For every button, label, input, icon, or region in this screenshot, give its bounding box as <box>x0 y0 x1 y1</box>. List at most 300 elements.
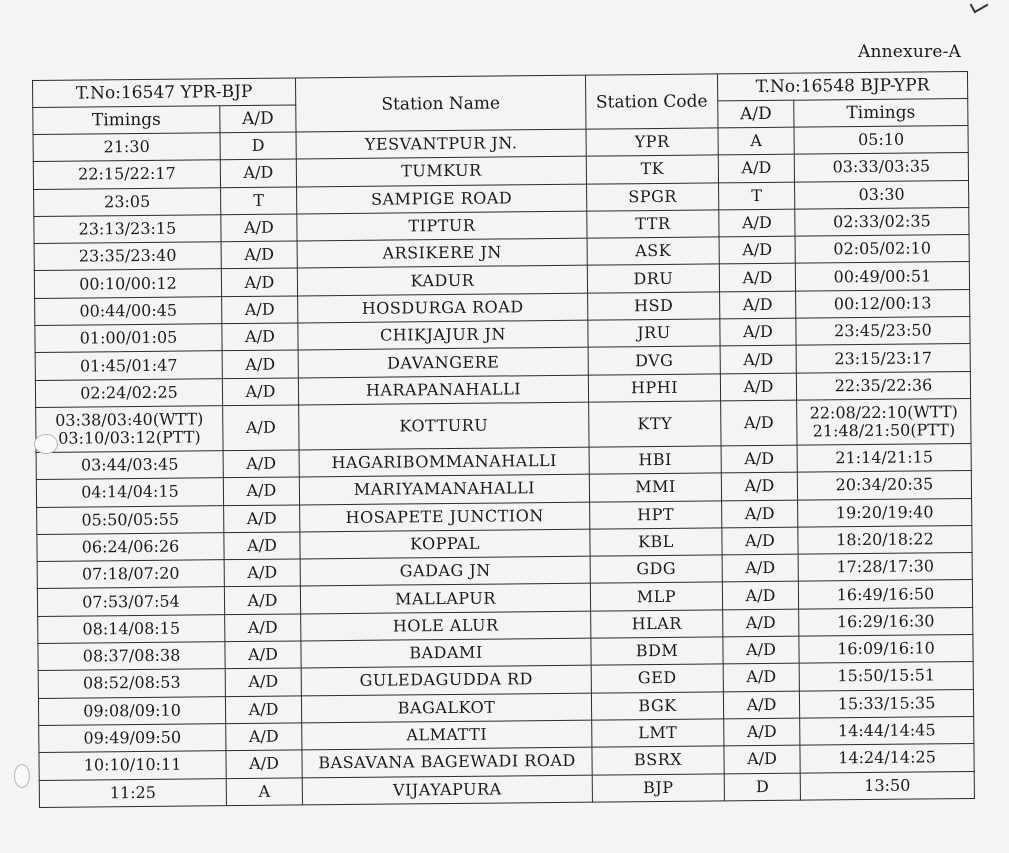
station-name-cell-text: VIJAYAPURA <box>392 779 502 800</box>
station-name-cell <box>299 474 589 504</box>
down-timing-cell <box>796 317 970 346</box>
up-timing-cell <box>35 378 222 407</box>
up-ad-cell <box>223 477 299 505</box>
up-timing-cell-text: 07:53/07:54 <box>82 591 180 612</box>
station-code-cell <box>587 183 719 212</box>
down-timing-cell <box>796 344 970 373</box>
station-code-cell-text: HBI <box>638 449 673 470</box>
down-ad-cell-text: A/D <box>745 558 776 578</box>
down-timing-cell <box>798 553 972 582</box>
station-code-cell <box>591 610 723 639</box>
down-timing-cell <box>798 498 972 527</box>
station-name-cell <box>297 211 587 241</box>
down-train-header: T.No:16548 BJP-YPR <box>717 72 967 101</box>
up-ad-cell-text: A <box>258 781 271 801</box>
station-name-cell <box>301 638 591 668</box>
station-name-cell-text: HAGARIBOMMANAHALLI <box>331 451 557 473</box>
station-code-cell-text: BJP <box>643 777 674 797</box>
station-name-cell-text: KOTTURU <box>399 415 489 436</box>
up-timing-cell <box>38 614 225 643</box>
up-ad-cell <box>224 505 300 533</box>
station-code-cell <box>587 264 719 293</box>
up-ad-cell <box>221 187 297 215</box>
up-timing-cell-text: 23:35/23:40 <box>78 245 177 266</box>
up-ad-cell-text: A/D <box>245 381 276 401</box>
up-ad-cell-text: A/D <box>246 453 277 474</box>
down-timing-cell-text: 05:10 <box>857 129 905 150</box>
down-timing-cell <box>796 289 970 318</box>
up-ad-cell <box>220 159 296 187</box>
up-ad-cell <box>221 268 297 296</box>
station-code-cell-text: DVG <box>634 350 674 370</box>
up-ad-cell <box>222 378 298 406</box>
station-code-cell <box>592 719 724 748</box>
station-name-cell <box>298 293 588 323</box>
down-timing-cell <box>799 635 973 664</box>
station-code-cell <box>589 446 721 475</box>
station-name-cell-text: MALLAPUR <box>395 588 496 609</box>
down-ad-cell-text: A/D <box>744 449 775 469</box>
station-code-cell-text: GDG <box>636 559 677 579</box>
station-code-cell <box>586 128 718 157</box>
station-code-cell-text: HSD <box>633 295 674 316</box>
up-ad-cell <box>222 296 298 324</box>
down-ad-cell <box>723 636 799 664</box>
paper-scuff-mark <box>14 764 30 788</box>
station-code-cell <box>588 346 720 375</box>
up-timing-cell-text: 01:45/01:47 <box>79 355 178 376</box>
down-ad-cell-text: A/D <box>741 212 772 233</box>
station-name-cell-text: KADUR <box>410 270 475 290</box>
up-ad-cell-text: A/D <box>245 354 276 374</box>
up-ad-cell <box>226 723 302 751</box>
station-name-cell-text: ARSIKERE JN <box>382 242 502 263</box>
down-ad-cell <box>720 346 796 374</box>
down-ad-cell <box>722 582 798 610</box>
down-timing-cell <box>799 607 973 636</box>
station-code-cell-text: HPT <box>637 504 675 524</box>
up-timings-header: Timings <box>33 106 220 135</box>
station-name-cell-text: BAGALKOT <box>397 697 496 718</box>
up-ad-cell-text: A/D <box>248 726 279 747</box>
down-ad-cell-text: A/D <box>746 640 776 660</box>
up-timing-cell <box>37 587 224 616</box>
down-ad-cell <box>718 127 794 155</box>
station-code-cell-text: MMI <box>635 477 676 497</box>
up-timing-cell-text: 06:24/06:26 <box>81 536 180 557</box>
down-ad-cell <box>722 500 798 528</box>
station-name-cell-text: SAMPIGE ROAD <box>371 188 513 209</box>
up-ad-cell <box>225 614 301 642</box>
up-timing-cell-text: 03:44/03:45 <box>80 454 179 475</box>
down-ad-cell-text: A/D <box>742 267 773 287</box>
station-name-cell-text: KOPPAL <box>409 533 480 554</box>
up-ad-cell-text: A/D <box>245 417 276 437</box>
station-name-cell-text: MARIYAMANAHALLI <box>353 478 536 500</box>
down-timings-header: Timings <box>794 99 968 128</box>
station-code-cell <box>591 664 723 693</box>
station-code-cell-text: HPHI <box>630 377 679 398</box>
down-ad-cell <box>722 554 798 582</box>
down-timing-cell <box>798 525 972 554</box>
station-code-cell-text: GED <box>637 668 677 688</box>
down-ad-cell-text: A/D <box>742 240 773 260</box>
timetable-container <box>32 71 974 808</box>
down-ad-cell-text: A/D <box>744 530 775 551</box>
station-code-cell <box>590 582 722 611</box>
up-ad-cell-text: T <box>253 190 265 210</box>
station-code-cell <box>592 773 724 802</box>
station-code-cell <box>588 292 720 321</box>
down-ad-cell-text: A/D <box>744 503 775 523</box>
station-code-cell <box>590 528 722 557</box>
up-timing-cell-text: 02:24/02:25 <box>80 382 178 403</box>
station-name-cell <box>300 584 590 614</box>
down-timing-cell <box>799 689 973 718</box>
station-name-cell <box>298 320 588 350</box>
up-ad-cell <box>223 405 299 451</box>
down-timing-cell <box>797 443 971 472</box>
station-code-cell <box>589 401 721 447</box>
down-timing-cell-text: 00:12/00:13 <box>833 293 932 314</box>
station-code-cell <box>592 746 724 775</box>
station-code-cell <box>587 237 719 266</box>
down-timing-cell <box>795 235 969 264</box>
down-timing-cell <box>794 153 968 182</box>
timetable <box>32 71 975 808</box>
corner-pen-mark <box>970 0 989 13</box>
annexure-label: Annexure-A <box>858 42 961 62</box>
down-ad-cell <box>723 664 799 692</box>
down-ad-cell-text: A/D <box>746 721 777 742</box>
down-ad-cell <box>723 691 799 719</box>
down-timing-cell-text: 21:14/21:15 <box>835 447 934 468</box>
station-name-cell <box>299 447 589 477</box>
station-code-cell-text: ASK <box>635 241 672 261</box>
down-ad-header: A/D <box>718 100 794 128</box>
up-timing-cell-text: 21:30 <box>103 137 150 157</box>
down-ad-cell-text: A/D <box>746 667 777 687</box>
station-name-cell <box>301 666 591 696</box>
up-ad-cell-text: A/D <box>243 217 274 238</box>
up-train-header: T.No:16547 YPR-BJP <box>33 78 296 108</box>
station-code-cell-text: KTY <box>637 413 673 434</box>
up-timing-cell <box>39 751 226 780</box>
down-ad-cell <box>719 236 795 264</box>
station-name-cell <box>300 529 590 559</box>
station-name-cell <box>300 502 590 532</box>
up-timing-cell <box>36 478 223 507</box>
station-code-cell-text: SPGR <box>628 186 678 207</box>
up-timing-cell-text: 07:18/07:20 <box>81 563 180 584</box>
down-timing-cell <box>800 716 974 745</box>
up-timing-cell <box>36 406 223 453</box>
up-ad-cell-text: A/D <box>248 672 279 692</box>
down-timing-cell-text: 14:44/14:45 <box>837 720 936 741</box>
down-ad-cell-text: A/D <box>747 749 778 769</box>
station-code-cell <box>588 374 720 403</box>
up-timing-cell-text: 00:44/00:45 <box>79 300 178 321</box>
up-ad-cell-text: A/D <box>248 644 279 665</box>
station-code-header: Station Code <box>585 74 718 129</box>
station-name-cell-text: ALMATTI <box>406 724 488 745</box>
station-name-cell <box>302 775 592 805</box>
station-name-cell <box>302 747 592 777</box>
station-code-cell <box>591 637 723 666</box>
station-name-cell-text: CHIKJAJUR JN <box>379 324 506 345</box>
station-code-cell-text: HLAR <box>631 613 682 634</box>
up-ad-cell-text: A/D <box>247 617 278 637</box>
station-name-cell-text: HARAPANAHALLI <box>365 379 522 400</box>
up-timing-cell-text-alt: 03:10/03:12(PTT) <box>58 427 201 448</box>
station-name-cell-text: HOLE ALUR <box>392 615 499 636</box>
station-code-cell-text: JRU <box>637 323 671 343</box>
down-ad-cell <box>721 400 797 446</box>
up-ad-cell-text: A/D <box>244 299 275 319</box>
station-name-cell-text: BADAMI <box>409 642 483 663</box>
down-ad-cell-text: A <box>750 131 762 151</box>
station-name-cell <box>296 156 586 186</box>
up-timing-cell-text: 22:15/22:17 <box>78 164 176 184</box>
up-timing-cell-text: 23:05 <box>104 191 151 212</box>
down-timing-cell <box>795 207 969 236</box>
down-timing-cell-text: 22:35/22:36 <box>834 375 933 396</box>
down-timing-cell-text: 18:20/18:22 <box>836 529 934 550</box>
station-name-cell <box>297 266 587 296</box>
up-ad-cell <box>226 777 302 805</box>
station-name-cell <box>297 238 587 268</box>
down-timing-cell <box>797 471 971 500</box>
up-timing-cell <box>34 187 221 216</box>
down-ad-cell <box>720 318 796 346</box>
down-timing-cell-text: 23:15/23:17 <box>834 347 933 368</box>
up-timing-cell-text: 01:00/01:05 <box>79 327 178 348</box>
up-ad-cell-text: A/D <box>244 272 275 292</box>
up-timing-cell <box>34 269 221 298</box>
station-code-cell <box>586 155 718 184</box>
station-name-cell-text: TIPTUR <box>408 215 476 236</box>
station-code-cell-text: TTR <box>635 213 671 234</box>
up-timing-cell <box>39 724 226 753</box>
up-ad-cell-text: A/D <box>247 590 278 610</box>
up-ad-header: A/D <box>220 105 296 133</box>
paper-scuff-mark <box>34 434 58 454</box>
up-ad-cell-text: A/D <box>244 245 275 265</box>
up-ad-cell-text: A/D <box>246 508 277 528</box>
up-timing-cell-text: 10:10/10:11 <box>83 754 182 775</box>
up-ad-cell-text: D <box>251 135 265 156</box>
up-ad-cell-text: A/D <box>244 326 275 347</box>
down-timing-cell <box>800 771 974 800</box>
station-code-cell <box>590 500 722 529</box>
station-name-cell-text: GADAG JN <box>399 560 491 581</box>
down-ad-cell <box>722 527 798 555</box>
down-ad-cell <box>720 373 796 401</box>
up-timing-cell <box>37 533 224 562</box>
down-timing-cell-text: 02:33/02:35 <box>832 211 931 232</box>
up-ad-cell-text: A/D <box>248 699 279 719</box>
station-name-cell-text: DAVANGERE <box>386 352 500 373</box>
down-timing-cell <box>796 371 970 400</box>
station-name-cell <box>298 348 588 378</box>
up-timing-cell-text: 04:14/04:15 <box>81 482 179 502</box>
station-code-cell <box>590 555 722 584</box>
up-ad-cell <box>225 668 301 696</box>
up-timing-cell <box>37 505 224 534</box>
down-ad-cell-text: A/D <box>744 476 775 496</box>
down-timing-cell-text: 14:24/14:25 <box>838 747 936 768</box>
up-timing-cell <box>34 215 221 244</box>
down-timing-cell <box>795 262 969 291</box>
up-timing-cell <box>35 351 222 380</box>
up-ad-cell <box>222 350 298 378</box>
down-timing-cell <box>797 398 971 445</box>
up-ad-cell-text: A/D <box>243 163 274 183</box>
up-timing-cell-text: 03:38/03:40(WTT) <box>55 409 204 430</box>
down-ad-cell <box>721 445 797 473</box>
up-ad-cell <box>225 696 301 724</box>
up-timing-cell <box>38 669 225 698</box>
up-ad-cell-text: A/D <box>246 481 277 501</box>
station-name-cell-text: GULEDAGUDDA RD <box>359 669 534 691</box>
down-ad-cell-text: A/D <box>742 322 773 342</box>
down-ad-cell-text: A/D <box>742 294 773 315</box>
down-timing-cell-text: 23:45/23:50 <box>834 320 932 341</box>
down-timing-cell <box>795 180 969 209</box>
station-name-cell-text: TUMKUR <box>401 161 482 181</box>
down-ad-cell <box>721 472 797 500</box>
up-timing-cell <box>36 451 223 480</box>
up-timing-cell <box>33 160 220 189</box>
down-ad-cell <box>719 182 795 210</box>
up-timing-cell <box>35 296 222 325</box>
up-timing-cell-text: 09:49/09:50 <box>83 727 182 748</box>
up-timing-cell-text: 08:52/08:53 <box>82 673 181 694</box>
up-timing-cell <box>39 778 226 807</box>
station-code-cell-text: YPR <box>634 132 670 152</box>
station-name-cell <box>297 184 587 214</box>
down-ad-cell <box>724 745 800 773</box>
up-ad-cell <box>220 132 296 160</box>
up-timing-cell-text: 11:25 <box>109 782 156 802</box>
down-timing-cell-text: 16:29/16:30 <box>836 611 935 632</box>
down-ad-cell-text: A/D <box>743 412 774 433</box>
down-timing-cell <box>799 662 973 691</box>
down-ad-cell-text: A/D <box>745 612 776 633</box>
up-ad-cell <box>226 750 302 778</box>
station-name-cell <box>296 129 586 159</box>
down-ad-cell <box>718 154 794 182</box>
station-code-cell <box>588 319 720 348</box>
up-ad-cell <box>225 641 301 669</box>
down-timing-cell-text: 02:05/02:10 <box>833 238 932 259</box>
down-timing-cell-text: 16:49/16:50 <box>836 583 935 604</box>
down-timing-cell-text: 20:34/20:35 <box>835 474 934 495</box>
down-ad-cell <box>719 264 795 292</box>
up-ad-cell-text: A/D <box>247 562 278 583</box>
down-ad-cell <box>719 209 795 237</box>
station-name-cell <box>301 693 591 723</box>
down-timing-cell-text: 19:20/19:40 <box>835 502 934 523</box>
down-ad-cell <box>724 718 800 746</box>
station-name-cell <box>298 375 588 405</box>
station-name-cell <box>299 402 589 450</box>
station-code-cell-text: BGK <box>638 695 677 715</box>
up-ad-cell <box>224 532 300 560</box>
down-ad-cell-text: A/D <box>745 585 776 605</box>
station-name-cell-text: BASAVANA BAGEWADI ROAD <box>318 751 576 773</box>
station-code-cell-text: BSRX <box>633 750 683 770</box>
up-ad-cell <box>223 450 299 478</box>
station-name-cell-text: YESVANTPUR JN. <box>364 133 518 154</box>
station-code-cell-text: MLP <box>636 586 677 606</box>
up-timing-cell-text: 09:08/09:10 <box>83 700 181 721</box>
down-timing-cell-text: 03:30 <box>858 184 905 204</box>
up-timing-cell-text: 00:10/00:12 <box>79 273 177 294</box>
timetable-body <box>33 126 974 808</box>
up-timing-cell <box>38 642 225 671</box>
station-code-cell-text: LMT <box>638 722 678 743</box>
down-ad-cell-text: A/D <box>743 349 774 369</box>
station-code-cell <box>589 473 721 502</box>
station-code-cell <box>587 210 719 239</box>
up-ad-cell <box>224 586 300 614</box>
up-timing-cell <box>38 696 225 725</box>
up-ad-cell <box>224 559 300 587</box>
down-timing-cell-text: 17:28/17:30 <box>836 556 935 577</box>
up-ad-cell <box>221 241 297 269</box>
down-ad-cell <box>720 291 796 319</box>
down-timing-cell-text: 00:49/00:51 <box>833 266 932 286</box>
down-timing-cell-text: 15:50/15:51 <box>837 665 936 686</box>
down-ad-cell-text: A/D <box>741 158 772 178</box>
down-timing-cell-text-alt: 21:48/21:50(PTT) <box>812 420 956 441</box>
station-name-cell-text: HOSDURGA ROAD <box>361 297 524 318</box>
up-ad-cell-text: A/D <box>246 535 277 555</box>
up-ad-cell-text: A/D <box>249 754 280 774</box>
down-ad-cell <box>723 609 799 637</box>
station-code-cell-text: DRU <box>633 268 674 288</box>
up-timing-cell-text: 23:13/23:15 <box>78 218 177 239</box>
up-timing-cell-text: 08:14/08:15 <box>82 618 181 639</box>
down-ad-cell-text: A/D <box>746 694 777 714</box>
down-timing-cell <box>798 580 972 609</box>
station-name-cell <box>300 556 590 586</box>
up-timing-cell <box>37 560 224 589</box>
down-ad-cell-text: A/D <box>743 376 774 396</box>
down-timing-cell-text: 22:08/22:10(WTT) <box>809 402 958 423</box>
up-ad-cell <box>222 323 298 351</box>
down-timing-cell-text: 03:33/03:35 <box>832 156 931 177</box>
down-timing-cell <box>800 744 974 773</box>
up-timing-cell <box>35 324 222 353</box>
up-timing-cell <box>33 133 220 162</box>
station-name-cell <box>302 720 592 750</box>
up-timing-cell-text: 05:50/05:55 <box>81 509 180 530</box>
down-timing-cell-text: 16:09/16:10 <box>837 638 935 659</box>
station-name-cell-text: HOSAPETE JUNCTION <box>345 505 544 527</box>
down-ad-cell <box>724 773 800 801</box>
station-code-cell-text: KBL <box>637 531 674 552</box>
up-timing-cell <box>34 242 221 271</box>
down-ad-cell-text: D <box>755 776 769 796</box>
station-code-cell-text: BDM <box>635 641 679 661</box>
station-code-cell-text: TK <box>640 159 665 179</box>
up-ad-cell <box>221 214 297 242</box>
station-code-cell <box>591 692 723 721</box>
up-timing-cell-text: 08:37/08:38 <box>82 645 181 666</box>
down-ad-cell-text: T <box>751 185 763 205</box>
